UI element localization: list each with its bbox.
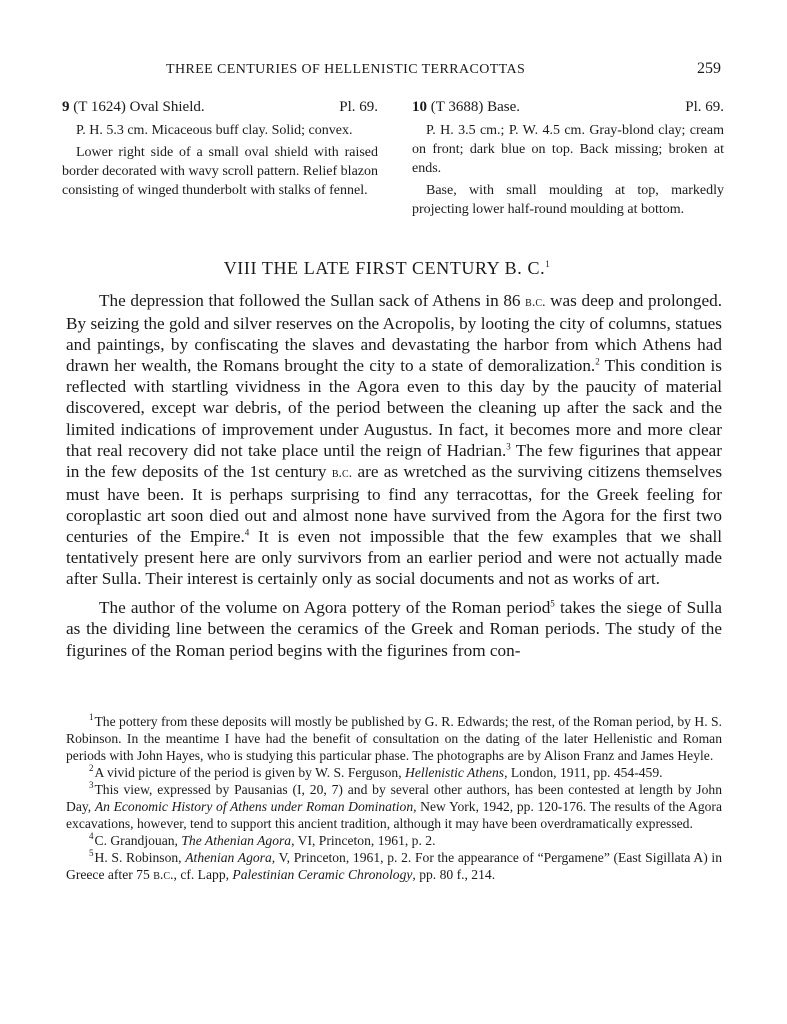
text-run: The author of the volume on Agora pottery of the Roman period bbox=[99, 598, 551, 618]
footnote-text: , New York, 1942, pp. 120-176. The results of the Agora excavations, however, tend to support this ancient tradition, although it may have been overdramatically expressed. bbox=[66, 799, 722, 831]
footnote-number: 2 bbox=[89, 763, 94, 774]
catalog-description: Base, with small moulding at top, markedly projecting lower half-round moulding at bottom. bbox=[412, 183, 724, 217]
plate-reference: Pl. 69. bbox=[685, 99, 724, 115]
footnote-ref: 3 bbox=[506, 440, 511, 451]
footnote-text: H. S. Robinson, bbox=[94, 850, 182, 865]
footnote-2 bbox=[66, 764, 722, 781]
catalog-description: P. H. 5.3 cm. Micaceous buff clay. Solid; convex. bbox=[76, 123, 353, 138]
footnote-ref: 5 bbox=[550, 598, 555, 609]
cited-title: Athenian Agora bbox=[185, 850, 272, 865]
body-text bbox=[66, 290, 722, 661]
cited-title: An Economic History of Athens under Roman Domination bbox=[94, 799, 414, 814]
footnote-text: This view, expressed by Pausanias (I, 20, 7) and by several other authors, has been contested at length by John Day, bbox=[66, 782, 722, 814]
footnote-ref: 1 bbox=[545, 259, 551, 269]
text-run: was deep and prolonged. By seizing the gold and silver reserves on the Acropolis, by looting the city of columns, statues and paintings, by confiscating the slaves and devastating the harbor from which Athens had drawn her wealth, the Romans brought the city to a state of demoralization. bbox=[66, 291, 723, 376]
plate-reference: Pl. 69. bbox=[339, 99, 378, 115]
footnote-5 bbox=[66, 849, 722, 884]
cited-title: The Athenian Agora bbox=[181, 833, 292, 848]
catalog-entry-heading bbox=[62, 98, 378, 117]
footnote-text: C. Grandjouan, bbox=[94, 833, 178, 848]
footnote-number: 4 bbox=[89, 831, 94, 842]
footnote-ref: 4 bbox=[244, 527, 250, 538]
era-abbreviation: b.c. bbox=[153, 868, 174, 883]
footnote-1 bbox=[66, 713, 722, 764]
catalog-reference: (T 1624) Oval Shield. bbox=[73, 99, 205, 115]
footnote-3 bbox=[66, 781, 722, 832]
body-paragraph bbox=[66, 290, 722, 589]
footnote-number: 5 bbox=[89, 848, 94, 859]
footnote-4 bbox=[66, 832, 722, 849]
page-number: 259 bbox=[697, 60, 721, 77]
section-heading-text bbox=[224, 258, 551, 278]
footnote-ref: 2 bbox=[595, 356, 600, 367]
text-run: The depression that followed the Sullan sack of Athens in 86 bbox=[99, 291, 521, 310]
catalog-description: Lower right side of a small oval shield with raised border decorated with wavy scroll pattern. Relief blazon consisting of winged thunderbolt with stalks of fennel. bbox=[62, 145, 378, 198]
footnote-text: , London, 1911, pp. 454-459. bbox=[504, 765, 663, 780]
footnote-text: , cf. Lapp, bbox=[173, 867, 230, 882]
catalog-description: P. H. 3.5 cm.; P. W. 4.5 cm. Gray-blond clay; cream on front; dark blue on top. Back missing; broken at ends. bbox=[412, 123, 724, 176]
era-abbreviation: b.c. bbox=[331, 465, 353, 481]
footnote-number: 3 bbox=[89, 780, 94, 791]
footnote-text: , pp. 80 f., 214. bbox=[412, 867, 496, 882]
footnote-text: , VI, Princeton, 1961, p. 2. bbox=[291, 833, 436, 848]
text-run: are as wretched as the surviving citizens themselves must have been. It is perhaps surprising to find any terracottas, for the Greek feeling for coroplastic art soon died out and almost none have survived from the Agora for the first two centuries of the Empire. bbox=[66, 461, 723, 547]
running-head bbox=[66, 60, 721, 82]
catalog-number: 10 bbox=[412, 99, 427, 115]
catalog-number: 9 bbox=[62, 99, 70, 115]
catalog-entry-10 bbox=[412, 98, 724, 222]
text-run: This condition is reflected with startling vividness in the Agora even to this day by the paucity of material discovered, except war debris, of the period between the cleaning up after the sack and the limited indications of improvement under Augustus. In fact, it becomes more and more clear that real recovery did not take place until the reign of Hadrian. bbox=[66, 356, 722, 460]
cited-title: Palestinian Ceramic Chronology bbox=[232, 867, 413, 882]
text-run: takes the siege of Sulla as the dividing line between the ceramics of the Greek and Roman periods. The study of the figurines of the Roman period begins with the figurines from con- bbox=[66, 598, 723, 660]
footnote-text: , V, Princeton, 1961, p. 2. For the appearance of “Pergamene” (East Sigillata A) in Greece after 75 bbox=[66, 850, 722, 882]
catalog-entry-9 bbox=[62, 98, 378, 203]
section-heading bbox=[62, 258, 722, 279]
catalog-reference: (T 3688) Base. bbox=[430, 99, 521, 115]
cited-title: Hellenistic Athens bbox=[405, 765, 505, 780]
footnotes bbox=[66, 713, 722, 884]
era-abbreviation: b.c. bbox=[525, 295, 546, 310]
body-paragraph bbox=[66, 597, 722, 660]
footnote-text: A vivid picture of the period is given by W. S. Ferguson, bbox=[94, 765, 402, 780]
footnote-number: 1 bbox=[89, 712, 94, 723]
text-run: It is even not impossible that the few examples that we shall tentatively present here are only survivors from an earlier period and were not actually made after Sulla. Their interest is certainly only as social documents and not as works of art. bbox=[66, 527, 723, 589]
section-title-text: VIII THE LATE FIRST CENTURY B. C. bbox=[223, 258, 546, 278]
text-run: The few figurines that appear in the few deposits of the 1st century bbox=[66, 440, 722, 481]
footnote-text: The pottery from these deposits will mostly be published by G. R. Edwards; the rest, of the Roman period, by H. S. Robinson. In the meantime I have had the benefit of consultation on the dating of the later Hellenistic and Roman periods with John Hayes, who is studying this particular phase. The photographs are by Alison Franz and James Heyle. bbox=[66, 714, 722, 763]
catalog-entry-heading bbox=[412, 98, 724, 117]
running-head-title: THREE CENTURIES OF HELLENISTIC TERRACOTTAS bbox=[166, 62, 526, 77]
